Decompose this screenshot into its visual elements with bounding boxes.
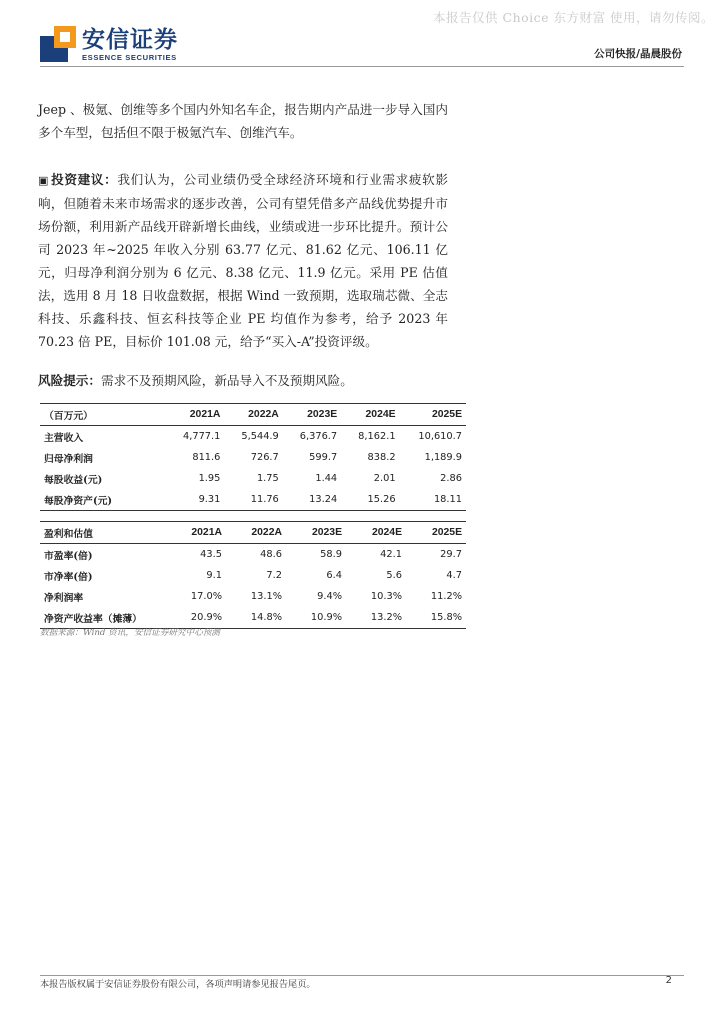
table-cell: 5,544.9	[241, 431, 279, 442]
table-cell: 15.26	[367, 494, 396, 505]
table-header-row	[40, 404, 466, 426]
table-cell: 11.2%	[430, 591, 462, 602]
investment-advice-paragraph	[38, 168, 448, 353]
table-row	[40, 489, 466, 511]
table-cell: 13.2%	[370, 612, 402, 623]
table-cell: 5.6	[386, 570, 402, 581]
table-header-row	[40, 522, 466, 544]
row-label: 归母净利润	[44, 453, 93, 465]
table-cell: 48.6	[260, 549, 282, 560]
table-cell: 10,610.7	[418, 431, 462, 442]
table-header-cell: 盈利和估值	[44, 528, 93, 540]
table-header-cell: 2025E	[431, 527, 462, 538]
investment-advice-lead: 投资建议：	[50, 172, 118, 187]
table-cell: 29.7	[440, 549, 462, 560]
table-cell: 17.0%	[190, 591, 222, 602]
table-row	[40, 544, 466, 566]
table-cell: 9.4%	[317, 591, 342, 602]
risk-paragraph	[38, 369, 448, 392]
row-label: 净资产收益率（摊薄）	[44, 613, 142, 625]
table-row	[40, 565, 466, 586]
table-cell: 4,777.1	[182, 431, 221, 442]
table-row	[40, 586, 466, 607]
table-cell: 43.5	[200, 549, 222, 560]
financial-summary-table	[40, 403, 466, 511]
investment-advice-text: 我们认为，公司业绩仍受全球经济环境和行业需求疲软影响，但随着未来市场需求的逐步改善，公司有望凭借多产品线优势提升市场份额，利用新产品线开辟新增长曲线，业绩或进一步环比提升。预计公司 2023 年~2025 年收入分别 63.77 亿元、81.62 亿元、106.11 亿元，归母净利润分别为 6 亿元、8.38 亿元、11.9 亿元。采用 PE 估值法，选用 8 月 18 日收盘数据，根据 Wind 一致预期，选取瑞芯微、全志科技、乐鑫科技、恒玄科技等企业 PE 均值作为参考，给予 2023 年 70.23 倍 PE，目标价 101.08 元，给予“买入-A”投资评级。	[38, 172, 449, 349]
table-cell: 13.24	[309, 494, 338, 505]
invest-advice-icon: ▣	[38, 174, 49, 187]
risk-text: 需求不及预期风险，新品导入不及预期风险。	[100, 373, 353, 388]
table-row	[40, 426, 466, 448]
table-cell: 11.76	[250, 494, 279, 505]
valuation-table	[40, 521, 466, 629]
table-cell: 14.8%	[250, 612, 282, 623]
table-cell: 42.1	[380, 549, 402, 560]
table-cell: 2.01	[373, 473, 396, 484]
table-cell: 58.9	[320, 549, 342, 560]
table-cell: 7.2	[266, 570, 282, 581]
table-cell: 8,162.1	[358, 431, 396, 442]
table-header-cell: 2024E	[365, 409, 396, 420]
risk-lead: 风险提示：	[38, 373, 101, 388]
page-number: 2	[665, 975, 672, 986]
row-label: 每股收益(元)	[44, 474, 103, 486]
table-cell: 18.11	[433, 494, 462, 505]
data-source-note: 数据来源：Wind 资讯，安信证券研究中心预测	[40, 628, 220, 638]
table-cell: 9.31	[198, 494, 221, 505]
logo-mark-icon	[40, 26, 76, 62]
logo-name-en: ESSENCE SECURITIES	[82, 52, 177, 62]
table-cell: 726.7	[250, 452, 279, 463]
copyright-note: 本报告版权属于安信证券股份有限公司，各项声明请参见报告尾页。	[40, 979, 316, 990]
table-cell: 1.44	[315, 473, 338, 484]
table-cell: 13.1%	[250, 591, 282, 602]
watermark: 本报告仅供 Choice 东方财富 使用，请勿传阅。	[433, 10, 714, 25]
table-cell: 10.3%	[370, 591, 402, 602]
table-cell: 20.9%	[190, 612, 222, 623]
table-cell: 811.6	[192, 452, 221, 463]
row-label: 净利润率	[44, 592, 84, 604]
table-cell: 15.8%	[430, 612, 462, 623]
row-label: 市净率(倍)	[44, 571, 93, 583]
table-cell: 1.95	[198, 473, 221, 484]
table-header-cell: 2021A	[191, 527, 222, 538]
table-row	[40, 447, 466, 468]
table-cell: 2.86	[440, 473, 462, 484]
table-cell: 6,376.7	[299, 431, 338, 442]
table-header-cell: 2025E	[431, 409, 462, 420]
table-cell: 4.7	[446, 570, 462, 581]
table-header-cell: 2023E	[307, 409, 338, 420]
table-header-cell: 2022A	[248, 409, 279, 420]
header-divider	[40, 66, 684, 67]
table-cell: 10.9%	[310, 612, 342, 623]
table-cell: 9.1	[206, 570, 222, 581]
logo-name-cn: 安信证券	[82, 26, 178, 53]
table-header-cell: （百万元）	[44, 410, 93, 422]
table-cell: 1,189.9	[424, 452, 462, 463]
table-header-cell: 2021A	[189, 409, 221, 420]
intro-paragraph: Jeep 、极氪、创维等多个国内外知名车企，报告期内产品进一步导入国内多个车型，包括但不限于极氪汽车、创维汽车。	[38, 102, 448, 140]
table-header-cell: 2022A	[251, 527, 282, 538]
table-cell: 838.2	[367, 452, 396, 463]
table-cell: 1.75	[256, 473, 279, 484]
row-label: 每股净资产(元)	[44, 495, 113, 507]
table-header-cell: 2024E	[371, 527, 402, 538]
table-row	[40, 468, 466, 489]
table-cell: 6.4	[326, 570, 342, 581]
table-cell: 599.7	[309, 452, 338, 463]
row-label: 市盈率(倍)	[44, 550, 93, 562]
report-breadcrumb: 公司快报/晶晨股份	[594, 48, 682, 60]
table-header-cell: 2023E	[311, 527, 342, 538]
company-logo	[40, 26, 178, 62]
row-label: 主营收入	[44, 432, 84, 444]
